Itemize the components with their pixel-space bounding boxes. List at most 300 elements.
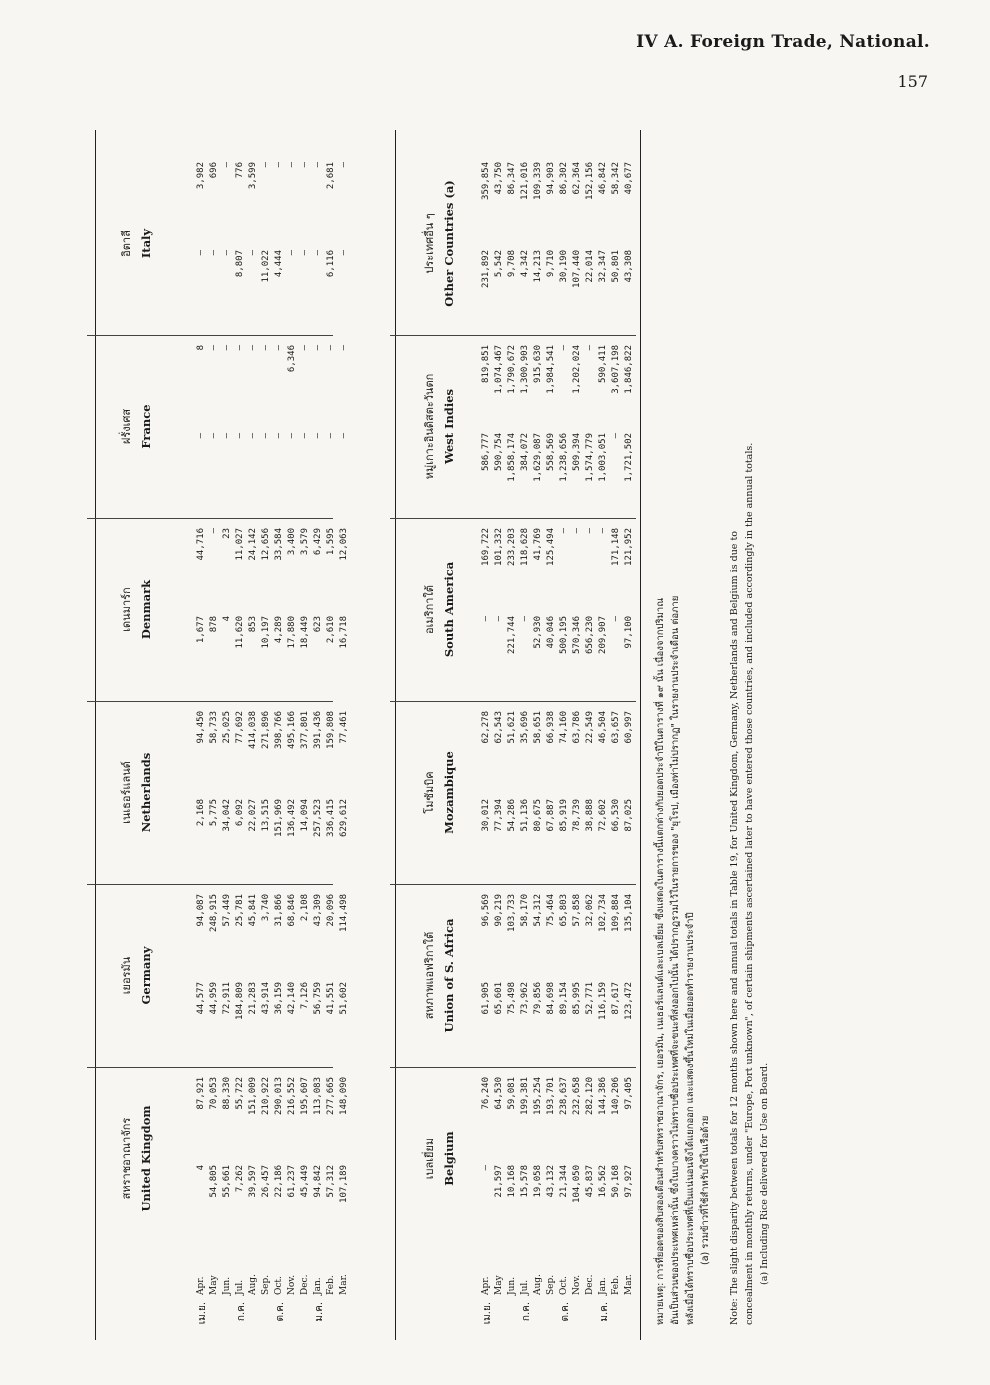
table-cell: 36,159 [274,982,284,1015]
month-label: Nov. [287,1274,297,1295]
table-cell: 19,058 [533,1165,543,1198]
table-cell: 25,781 [235,894,245,927]
table-cell: 159,808 [326,711,336,749]
country-header [117,889,153,1062]
table-cell: 232,658 [572,1077,582,1115]
column-divider [87,518,333,519]
country-name-thai: สหราชอาณาจักร [120,1117,133,1200]
table-cell: 290,013 [274,1077,284,1115]
table-cell: 1,202,024 [572,345,582,394]
table-cell: 152,156 [585,162,595,200]
month-label: Jun. [222,1276,232,1295]
month-label: Aug. [248,1274,258,1295]
table-cell: 60,997 [624,711,634,744]
table-cell: 1,238,656 [559,433,569,482]
table-cell: 85,919 [559,799,569,832]
rotated-table-region [95,130,875,1340]
table-cell: 58,733 [209,711,219,744]
table-cell: 51,136 [520,799,530,832]
table-cell: 66,530 [611,799,621,832]
month-label: Apr. [481,1276,491,1295]
table-cell: 22,014 [585,250,595,283]
table-cell: 4 [222,616,232,622]
table-cell: — [300,433,310,439]
table-cell: 277,665 [326,1077,336,1115]
month-label: Dec. [300,1274,310,1295]
rotated-table [95,130,875,1340]
table-cell: 86,302 [559,162,569,195]
year-label: ก.ค. [236,1302,247,1322]
table-cell: 84,698 [546,982,556,1015]
table-cell: — [585,528,595,534]
table-cell: 1,858,174 [507,433,517,482]
table-cell: 12,063 [339,528,349,561]
country-name-english: South America [442,561,456,658]
table-cell: 1,984,541 [546,345,556,394]
month-label: Jun. [507,1276,517,1295]
table-cell: 23 [222,528,232,539]
table-cell: 56,759 [313,982,323,1015]
table-cell: 377,801 [300,711,310,749]
table-cell: — [209,433,219,439]
table-cell: — [313,345,323,351]
month-label: Jan. [313,1277,323,1295]
table-cell: — [300,162,310,168]
table-cell: 107,440 [572,250,582,288]
country-name-thai: เดนมาร์ก [120,587,133,632]
table-cell: 221,744 [507,616,517,654]
country-name-thai: สหภาพแอฟริกาใต้ [423,931,436,1020]
month-label: Apr. [196,1276,206,1295]
table-cell: 336,415 [326,799,336,837]
month-label: Mar. [339,1274,349,1295]
table-cell: 22,186 [274,1165,284,1198]
table-cell: 80,675 [533,799,543,832]
month-label: Aug. [533,1274,543,1295]
table-cell: 61,237 [287,1165,297,1198]
table-cell: 118,628 [520,528,530,566]
table-cell: 109,884 [611,894,621,932]
table-cell: 88,330 [222,1077,232,1110]
table-cell: 199,381 [520,1077,530,1115]
table-cell: 1,300,903 [520,345,530,394]
table-cell: — [559,528,569,534]
month-label: Jul. [235,1279,245,1295]
table-cell: — [313,250,323,256]
table-cell: 233,203 [507,528,517,566]
table-cell: 6,116 [326,250,336,278]
table-cell: 107,189 [339,1165,349,1203]
table-cell: — [248,250,258,256]
table-cell: 44,716 [196,528,206,561]
value-column [195,616,351,696]
table-cell: 32,062 [585,894,595,927]
table-cell: 14,094 [300,799,310,832]
note-thai-2: อันเป็นส่วนของประเทศเหล่านั้น ซึ่งในบางคราวไม่ทราบชื่อประเทศที่จะขนะที่ส่งออกไปนั้น ได้ปรากฏรวมไว้ในรายการของ "ยุโรป, เมืองท่าไม่ปรากฏ" ในรายงานประจำเดือน ต่อภาย [670,595,681,1325]
table-cell: — [235,433,245,439]
value-column [195,250,351,330]
month-column [480,1274,636,1295]
column-divider [390,335,636,336]
column-divider [390,1067,636,1068]
table-cell: 500,195 [559,616,569,654]
table-cell: 4,289 [274,616,284,644]
table-cell: — [222,250,232,256]
table-cell: 75,498 [507,982,517,1015]
table-cell: 65,803 [559,894,569,927]
value-column [195,799,351,879]
column-divider [87,701,333,702]
table-cell: 102,734 [598,894,608,932]
table-cell: 75,464 [546,894,556,927]
country-name-english: Union of S. Africa [442,918,456,1033]
table-cell: 43,914 [261,982,271,1015]
country-name-english: Germany [139,946,153,1005]
table-cell: 14,213 [533,250,543,283]
table-cell: 3,740 [261,894,271,922]
month-label: Feb. [611,1275,621,1295]
table-cell: 42,140 [287,982,297,1015]
value-column [480,250,636,330]
column-divider [87,884,333,885]
table-cell: 210,922 [261,1077,271,1115]
table-cell: 62,543 [494,711,504,744]
table-cell: 509,394 [572,433,582,471]
table-cell: 414,038 [248,711,258,749]
year-label: ต.ค. [275,1302,286,1322]
table-cell: 52,771 [585,982,595,1015]
table-cell: 1,003,051 [598,433,608,482]
table-cell: 9,710 [546,250,556,278]
country-header [420,706,456,879]
table-cell: 123,472 [624,982,634,1020]
table-cell: 87,921 [196,1077,206,1110]
table-cell: 148,090 [339,1077,349,1115]
table-cell: 77,394 [494,799,504,832]
country-header [117,157,153,330]
value-column [480,616,636,696]
value-column [480,1077,636,1157]
value-column [480,528,636,608]
country-header [117,340,153,513]
table-cell: 101,332 [494,528,504,566]
table-cell: 94,903 [546,162,556,195]
table-cell: — [274,162,284,168]
table-cell: — [222,345,232,351]
table-cell: 63,786 [572,711,582,744]
table-cell: 17,880 [287,616,297,649]
table-cell: 79,856 [533,982,543,1015]
table-cell: — [520,616,530,622]
middle-rule [395,130,396,1340]
table-cell: 45,449 [300,1165,310,1198]
country-header [420,523,456,696]
table-cell: 43,132 [546,1165,556,1198]
table-cell: 34,042 [222,799,232,832]
table-cell: — [494,616,504,622]
running-header: IV A. Foreign Trade, National. [636,32,930,52]
country-header [420,1072,456,1245]
table-cell: 359,854 [481,162,491,200]
table-cell: 195,607 [300,1077,310,1115]
table-cell: 97,100 [624,616,634,649]
table-cell: — [287,250,297,256]
value-column [480,345,636,425]
month-label: Feb. [326,1275,336,1295]
country-name-thai: อเมริกาใต้ [423,585,436,634]
column-divider [390,701,636,702]
table-cell: 41,769 [533,528,543,561]
value-column [195,345,351,425]
table-cell: 61,905 [481,982,491,1015]
table-cell: 2,108 [300,894,310,922]
table-cell: 1,721,502 [624,433,634,482]
table-cell: 121,016 [520,162,530,200]
table-cell: 43,309 [313,894,323,927]
country-name-english: Denmark [139,579,153,640]
table-cell: 54,312 [533,894,543,927]
country-name-english: Mozambique [442,751,456,834]
table-cell: 85,995 [572,982,582,1015]
value-column [480,433,636,513]
table-cell: — [274,345,284,351]
table-cell: 62,278 [481,711,491,744]
country-name-english: Italy [139,228,153,259]
country-header [117,706,153,879]
table-cell: 216,552 [287,1077,297,1115]
notes-block [653,145,772,1325]
table-cell: 73,962 [520,982,530,1015]
month-label: Sep. [261,1274,271,1295]
country-header [420,889,456,1062]
table-cell: 558,569 [546,433,556,471]
table-cell: 21,597 [494,1165,504,1198]
country-name-thai: อิตาลี [120,230,133,257]
table-cell: 18,449 [300,616,310,649]
table-cell: 590,754 [494,433,504,471]
table-cell: 97,927 [624,1165,634,1198]
table-cell: 30,190 [559,250,569,283]
table-cell: 35,696 [520,711,530,744]
table-cell: 11,022 [261,250,271,283]
table-cell: 59,081 [507,1077,517,1110]
column-divider [87,1067,333,1068]
table-cell: 57,312 [326,1165,336,1198]
value-column [195,1165,351,1245]
table-cell: 11,620 [235,616,245,649]
table-cell: 398,766 [274,711,284,749]
month-label: Sep. [546,1274,556,1295]
table-cell: 43,750 [494,162,504,195]
table-cell: 495,166 [287,711,297,749]
table-cell: 1,574,779 [585,433,595,482]
table-cell: 169,722 [481,528,491,566]
year-label: ก.ค. [521,1302,532,1322]
table-cell: 26,457 [261,1165,271,1198]
table-cell: 8,807 [235,250,245,278]
table-cell: 52,930 [533,616,543,649]
table-cell: 38,888 [585,799,595,832]
year-label: ม.ค. [314,1302,325,1322]
country-header [420,157,456,330]
table-cell: 57,449 [222,894,232,927]
table-cell: — [287,162,297,168]
table-cell: 57,858 [572,894,582,927]
note-eng-2: concealment in monthly returns, under "Europe, Port unknown", of certain shipments ascertained later to have entered those countries, and included accordingly in the annual totals. [744,442,755,1325]
bottom-rule [640,130,641,1340]
table-cell: — [209,528,219,534]
table-cell: 1,595 [326,528,336,556]
table-cell: 9,708 [507,250,517,278]
table-cell: 7,262 [235,1165,245,1193]
table-cell: 151,009 [248,1077,258,1115]
value-column [480,162,636,242]
value-column [195,1077,351,1157]
table-cell: 1,846,822 [624,345,634,394]
table-cell: 44,577 [196,982,206,1015]
table-cell: 104,050 [572,1165,582,1203]
table-cell: 3,579 [300,528,310,556]
table-cell: 58,170 [520,894,530,927]
table-cell: 63,657 [611,711,621,744]
table-cell: 193,701 [546,1077,556,1115]
table-cell: 76,240 [481,1077,491,1110]
table-cell: — [339,345,349,351]
table-cell: 11,027 [235,528,245,561]
table-cell: 109,339 [533,162,543,200]
table-cell: — [209,345,219,351]
table-cell: — [313,433,323,439]
table-cell: — [481,616,491,622]
table-cell: 94,087 [196,894,206,927]
table-cell: 45,841 [248,894,258,927]
table-cell: — [287,433,297,439]
table-cell: 590,411 [598,345,608,383]
table-cell: 22,027 [248,799,258,832]
table-cell: 570,346 [572,616,582,654]
table-cell: 3,400 [287,528,297,556]
table-cell: 4,444 [274,250,284,278]
value-column [195,162,351,242]
value-column [195,711,351,791]
table-cell: 391,436 [313,711,323,749]
table-cell: — [222,433,232,439]
column-divider [87,335,333,336]
month-column [195,1274,351,1295]
table-cell: 209,907 [598,616,608,654]
table-cell: 1,629,087 [533,433,543,482]
table-cell: 32,347 [598,250,608,283]
table-cell: — [261,345,271,351]
table-cell: 77,692 [235,711,245,744]
table-cell: 58,342 [611,162,621,195]
table-cell: 51,621 [507,711,517,744]
month-label: Dec. [585,1274,595,1295]
table-cell: — [196,433,206,439]
table-cell: 878 [209,616,219,633]
table-cell: 135,104 [624,894,634,932]
table-cell: 1,677 [196,616,206,644]
table-cell: 22,549 [585,711,595,744]
table-cell: 136,492 [287,799,297,837]
table-cell: 113,083 [313,1077,323,1115]
country-name-thai: เยอรมัน [120,956,133,995]
table-cell: 3,607,198 [611,345,621,394]
table-cell: 6,092 [235,799,245,827]
table-cell: 586,777 [481,433,491,471]
table-cell: 66,938 [546,711,556,744]
table-cell: — [209,250,219,256]
table-cell: 89,154 [559,982,569,1015]
country-name-thai: เนเธอร์แลนด์ [120,761,133,824]
table-cell: — [339,162,349,168]
country-name-english: Other Countries (a) [442,180,456,307]
table-cell: 6,429 [313,528,323,556]
country-header [117,523,153,696]
table-cell: — [611,616,621,622]
value-column [195,433,351,513]
table-cell: — [300,345,310,351]
table-cell: 384,072 [520,433,530,471]
month-label: May [209,1275,219,1295]
note-thai-3: หลังเมื่อได้ทราบชื่อประเทศที่เป็นแน่นอนจึงได้แยกออก และแสดงขึ้นใหม่ในเมื่อยอดทำรายงานประจำปี [685,912,696,1325]
table-cell: 853 [248,616,258,633]
table-cell: 96,569 [481,894,491,927]
table-cell: 13,515 [261,799,271,832]
table-cell: 45,837 [585,1165,595,1198]
month-label: Oct. [559,1276,569,1295]
note-thai-a: (a) รวมข้าวที่ใช้สำหรับใช้ในเรือด้วย [700,1115,711,1265]
table-cell: 40,677 [624,162,634,195]
table-cell: 16,562 [598,1165,608,1198]
table-cell: — [222,162,232,168]
table-cell: 231,892 [481,250,491,288]
table-cell: 8 [196,345,206,351]
table-cell: — [572,528,582,534]
table-cell: 257,523 [313,799,323,837]
table-cell: 65,601 [494,982,504,1015]
table-cell: 54,286 [507,799,517,832]
country-header [117,1072,153,1245]
value-column [195,894,351,974]
table-cell: 87,025 [624,799,634,832]
table-cell: — [326,433,336,439]
table-cell: 58,651 [533,711,543,744]
table-cell: 151,969 [274,799,284,837]
table-cell: 248,915 [209,894,219,932]
table-cell: 12,656 [261,528,271,561]
table-cell: 3,982 [196,162,206,190]
table-cell: 238,637 [559,1077,569,1115]
month-label: Jan. [598,1277,608,1295]
value-column [195,982,351,1062]
value-column [480,711,636,791]
country-name-english: Belgium [442,1131,456,1186]
table-cell: — [274,433,284,439]
country-name-english: United Kingdom [139,1105,153,1212]
table-cell: 7,126 [300,982,310,1010]
table-cell: 140,206 [611,1077,621,1115]
country-header [420,340,456,513]
table-cell: 195,254 [533,1077,543,1115]
table-cell: 64,530 [494,1077,504,1110]
year-label: ต.ค. [560,1302,571,1322]
table-cell: 67,887 [546,799,556,832]
table-cell: 44,959 [209,982,219,1015]
table-cell: 3,599 [248,162,258,190]
table-cell: 5,775 [209,799,219,827]
table-cell: 78,739 [572,799,582,832]
